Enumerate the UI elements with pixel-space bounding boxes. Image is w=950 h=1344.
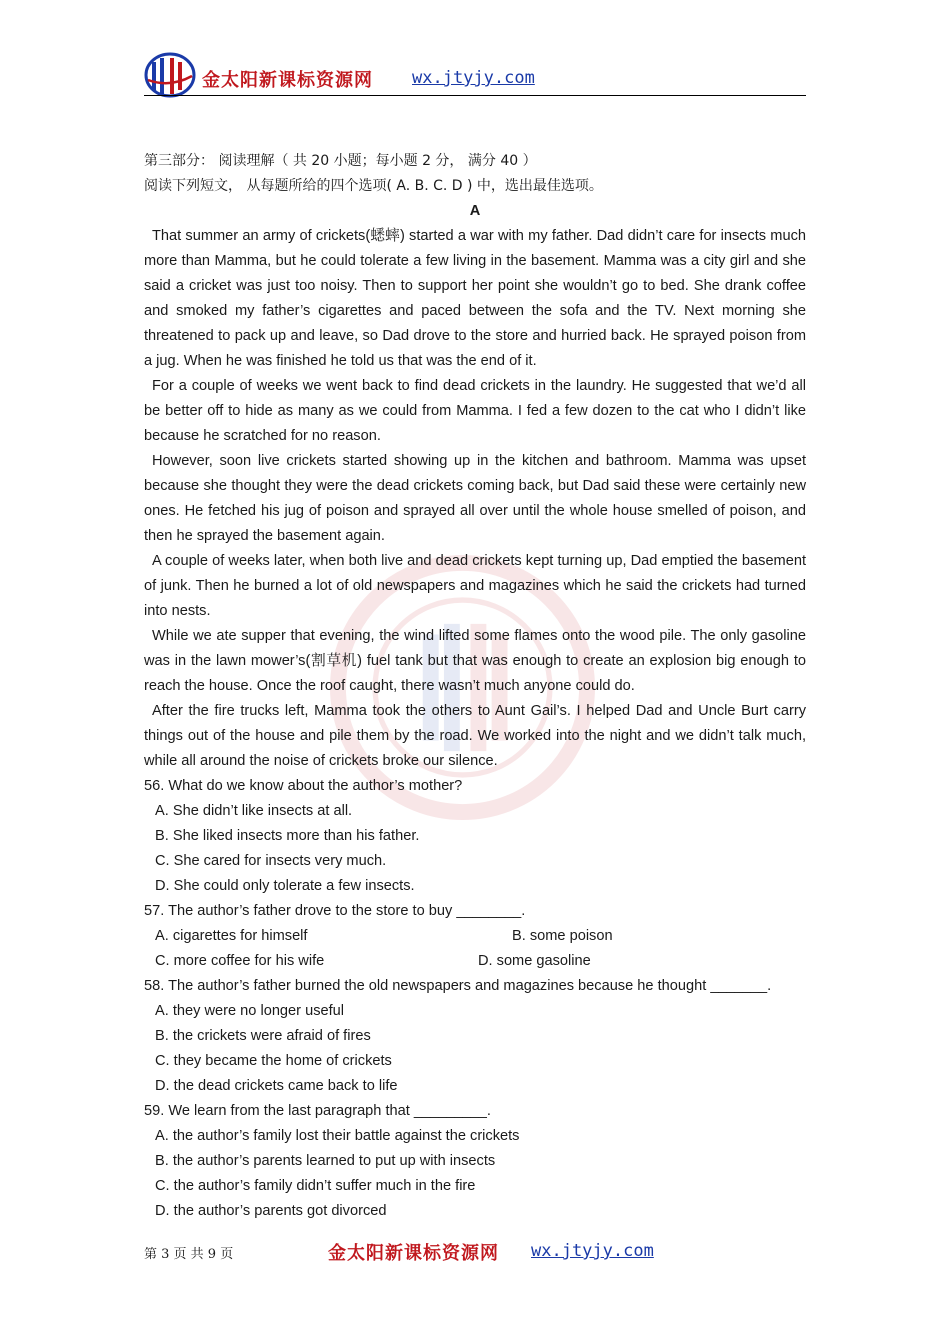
answer-option: C. they became the home of crickets: [155, 1053, 392, 1069]
option-row: [144, 924, 806, 949]
answer-option: C. She cared for insects very much.: [155, 853, 387, 869]
header-divider: [144, 95, 806, 96]
answer-option: A. cigarettes for himself: [155, 928, 308, 944]
passage-paragraph: However, soon live crickets started showing up in the kitchen and bathroom. Mamma was upset because she thought they were the dead crickets coming back, but Dad said these were certainly new ones. He fetched his jug of poison and sprayed all over until the whole house smelled of poison, and then he sprayed the basement again.: [144, 453, 806, 544]
answer-option: C. the author’s family didn’t suffer much in the fire: [155, 1178, 476, 1194]
answer-option: D. She could only tolerate a few insects.: [155, 878, 415, 894]
passage-paragraph: After the fire trucks left, Mamma took the others to Aunt Gail’s. I helped Dad and Uncle Burt carry things out of the house and pile them by the road. We worked into the night and we didn’t talk much, while all around the noise of crickets broke our silence.: [144, 703, 806, 769]
answer-option: D. the dead crickets came back to life: [155, 1078, 398, 1094]
jintaiyang-logo-icon: [144, 52, 196, 98]
document-body: [144, 149, 806, 1224]
passage-paragraph: That summer an army of crickets(蟋蟀) started a war with my father. Dad didn’t care for insects much more than Mamma, but he could tolerate a few living in the basement. Mamma was a city girl and she said a cricket was just too noisy. Then to support her point she wouldn’t go to bed. She drank coffee and smoked my father’s cigarettes and paced between the sofa and the TV. Next morning she threatened to pack up and leave, so Dad drove to the store and hurried back. He sprayed poison from a jug. When he was finished he told us that was the end of it.: [144, 228, 806, 369]
passage-paragraph: A couple of weeks later, when both live and dead crickets kept turning up, Dad emptied the basement of junk. Then he burned a lot of old newspapers and magazines which he said the crickets had turned into nests.: [144, 553, 806, 619]
answer-option: B. the author’s parents learned to put up with insects: [155, 1153, 496, 1169]
passage-paragraph: For a couple of weeks we went back to find dead crickets in the laundry. He suggested that we’d all be better off to hide as many as we could from Mamma. I fed a few dozen to the cat who I didn’t like because he scratched for no reason.: [144, 378, 806, 444]
answer-option: A. they were no longer useful: [155, 1003, 345, 1019]
answer-option: A. She didn’t like insects at all.: [155, 803, 353, 819]
answer-option: A. the author’s family lost their battle against the crickets: [155, 1128, 520, 1144]
question-stem: 59. We learn from the last paragraph that _________.: [144, 1103, 491, 1119]
section-instruction: 阅读下列短文， 从每题所给的四个选项( A. B. C. D ) 中，选出最佳选项。: [144, 178, 603, 194]
answer-option: D. some gasoline: [478, 953, 591, 969]
answer-option: B. She liked insects more than his father.: [155, 828, 420, 844]
question-stem: 56. What do we know about the author’s mother?: [144, 778, 463, 794]
answer-option: D. the author’s parents got divorced: [155, 1203, 387, 1219]
page-header: [144, 52, 806, 98]
header-url-link[interactable]: wx.jtyjy.com: [412, 68, 535, 88]
answer-option: B. some poison: [512, 928, 613, 944]
answer-option: B. the crickets were afraid of fires: [155, 1028, 371, 1044]
answer-option: C. more coffee for his wife: [155, 953, 325, 969]
passage-label: A: [469, 203, 481, 219]
option-row: [144, 949, 806, 974]
passage-paragraph: While we ate supper that evening, the wind lifted some flames onto the wood pile. The only gasoline was in the lawn mower’s(割草机) fuel tank but that was enough to create an explosion big enough to reach the house. Once the roof caught, there wasn’t much anyone could do.: [144, 628, 806, 694]
footer-url-link[interactable]: wx.jtyjy.com: [531, 1241, 654, 1261]
footer-brand: 金太阳新课标资源网: [328, 1243, 499, 1264]
question-stem: 57. The author’s father drove to the store to buy ________.: [144, 903, 526, 919]
header-brand: 金太阳新课标资源网: [202, 70, 373, 91]
page-number: 第 3 页 共 9 页: [144, 1247, 234, 1262]
section-title: 第三部分： 阅读理解（ 共 20 小题；每小题 2 分， 满分 40 ）: [144, 153, 537, 169]
question-stem: 58. The author’s father burned the old newspapers and magazines because he thought _______.: [144, 978, 772, 994]
